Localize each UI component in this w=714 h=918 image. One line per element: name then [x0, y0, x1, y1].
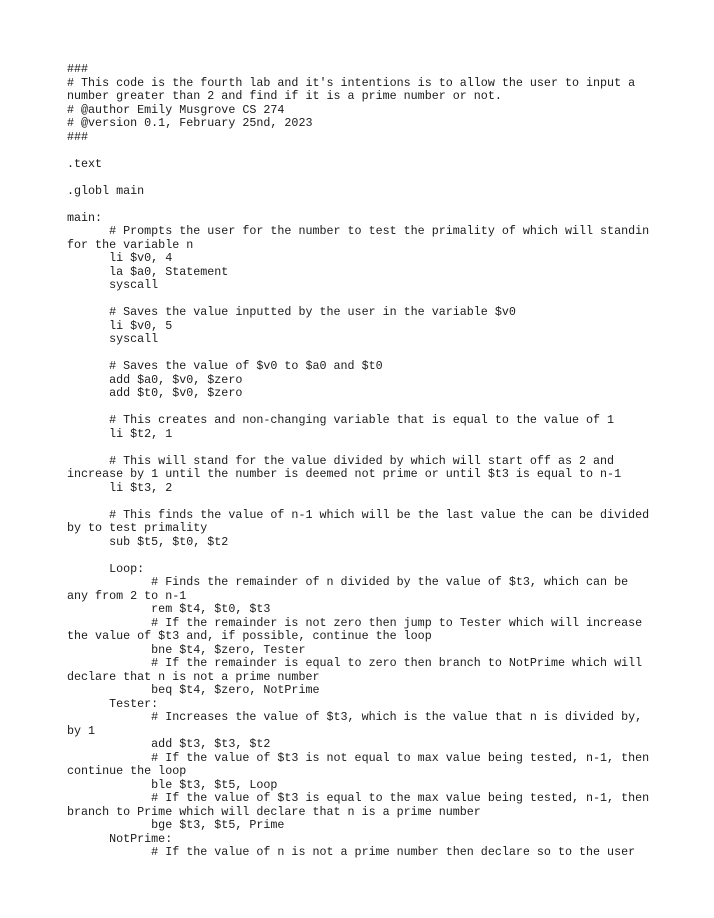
code-line: ble $t3, $t5, Loop [67, 777, 278, 792]
comment-line: # @version 0.1, February 25nd, 2023 [67, 116, 313, 130]
code-line: la $a0, Statement [67, 264, 229, 279]
comment-line: # If the value of n is not a prime number then declare so to the user [67, 845, 636, 859]
code-line: declare that n is not a prime number [67, 669, 320, 684]
code-listing [67, 63, 667, 860]
code-line: by to test primality [67, 521, 208, 535]
code-line: any from 2 to n-1 [67, 588, 187, 603]
code-line: increase by 1 until the number is deemed not prime or until $t3 is equal to n-1 [67, 467, 622, 481]
comment-line: # This code is the fourth lab and it's intentions is to allow the user to input a [67, 75, 636, 90]
code-line: Tester: [67, 696, 159, 711]
blank-line [67, 144, 667, 158]
comment-line: # If the remainder is not zero then jump to Tester which will increase [67, 615, 643, 630]
comment-line: # This finds the value of n-1 which will be the last value the can be divided [67, 507, 650, 522]
comment-line: # Saves the value inputted by the user in the variable $v0 [67, 305, 516, 319]
comment-line: # Saves the value of $v0 to $a0 and $t0 [67, 359, 383, 373]
code-line: add $t0, $v0, $zero [67, 386, 243, 400]
comment-line: # Increases the value of $t3, which is the value that n is divided by, [67, 710, 643, 724]
comment-line: # If the value of $t3 is not equal to max value being tested, n-1, then [67, 750, 650, 765]
code-line: syscall [67, 332, 159, 346]
code-line: bge $t3, $t5, Prime [67, 818, 285, 832]
code-line: beq $t4, $zero, NotPrime [67, 683, 320, 697]
code-line: rem $t4, $t0, $t3 [67, 602, 271, 616]
code-line: syscall [67, 278, 159, 292]
code-line: main: [67, 210, 103, 225]
blank-line [67, 441, 667, 455]
code-line: li $t2, 1 [67, 426, 173, 441]
comment-line: # Prompts the user for the number to test the primality of which will standin [67, 224, 650, 238]
code-line: continue the loop [67, 764, 187, 778]
comment-line: ### [67, 62, 89, 76]
code-line: .globl main [67, 183, 145, 198]
code-line: by 1 [67, 723, 96, 738]
blank-line [67, 347, 667, 361]
blank-line [67, 293, 667, 307]
blank-line [67, 401, 667, 415]
code-line: number greater than 2 and find if it is a prime number or not. [67, 89, 502, 103]
code-line: add $t3, $t3, $t2 [67, 737, 271, 751]
code-line: li $v0, 5 [67, 318, 173, 333]
code-line: sub $t5, $t0, $t2 [67, 534, 229, 549]
blank-line [67, 171, 667, 185]
comment-line: # Finds the remainder of n divided by the value of $t3, which can be [67, 575, 629, 589]
blank-line [67, 198, 667, 212]
code-line: li $v0, 4 [67, 251, 173, 265]
code-line: Loop: [67, 561, 145, 576]
code-line: .text [67, 156, 103, 171]
code-line: for the variable n [67, 237, 194, 252]
comment-line: # @author Emily Musgrove CS 274 [67, 102, 285, 117]
comment-line: # If the remainder is equal to zero then branch to NotPrime which will [67, 656, 643, 670]
code-line: bne $t4, $zero, Tester [67, 642, 306, 657]
code-line: the value of $t3 and, if possible, continue the loop [67, 629, 432, 643]
blank-line [67, 495, 667, 509]
blank-line [67, 549, 667, 563]
code-line: add $a0, $v0, $zero [67, 372, 243, 387]
code-line: li $t3, 2 [67, 480, 173, 495]
code-line: NotPrime: [67, 831, 173, 846]
comment-line: # This will stand for the value divided by which will start off as 2 and [67, 453, 615, 468]
comment-line: ### [67, 129, 89, 144]
comment-line: # If the value of $t3 is equal to the max value being tested, n-1, then [67, 791, 650, 805]
comment-line: # This creates and non-changing variable that is equal to the value of 1 [67, 413, 615, 427]
code-line: branch to Prime which will declare that n is a prime number [67, 804, 481, 819]
